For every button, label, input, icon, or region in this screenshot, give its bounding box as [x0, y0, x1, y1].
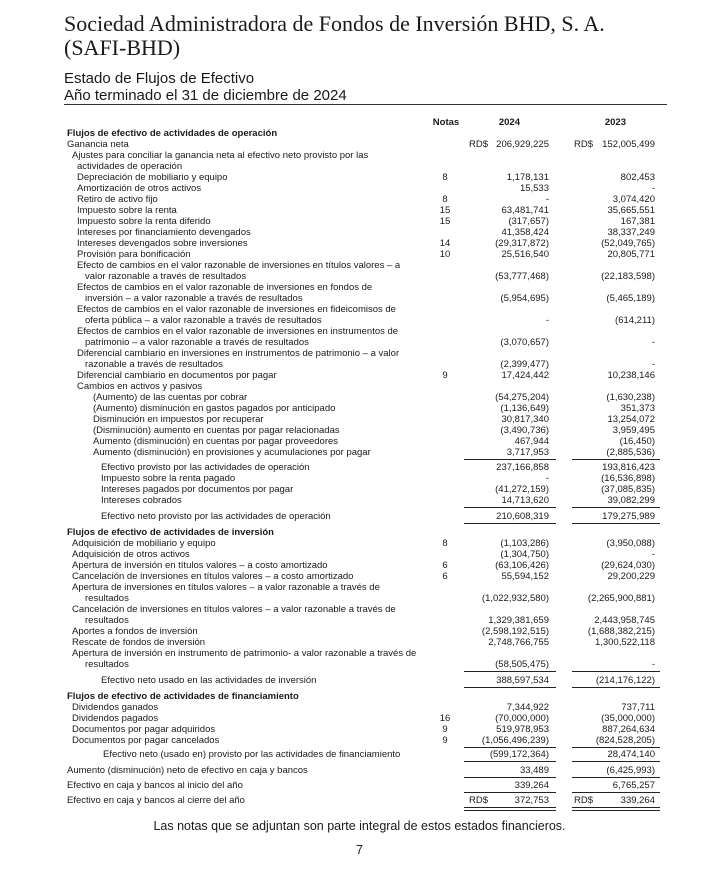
- row-label: Apertura de inversiones en títulos valores – a valor razonable a través de: [72, 582, 380, 593]
- row-label: Ajustes para conciliar la ganancia neta al efectivo neto provisto por las: [72, 150, 369, 161]
- statement-row: [0, 648, 719, 659]
- row-label: Efectivo en caja y bancos al inicio del año: [67, 780, 243, 791]
- statement-row: [0, 139, 719, 150]
- row-note-ref: 16: [439, 713, 451, 724]
- company-name-line: Sociedad Administradora de Fondos de Inversión BHD, S. A.: [64, 11, 605, 36]
- statement-row: [0, 260, 719, 271]
- subtotal-underline-2023: [572, 747, 660, 748]
- row-label: Efectos de cambios en el valor razonable de inversiones en fondos de: [77, 282, 373, 293]
- value-2024: 25,516,540: [501, 249, 549, 260]
- statement-row: [0, 150, 719, 161]
- subtotal-underline-2023: [572, 671, 660, 672]
- statement-row: [0, 462, 719, 473]
- row-label: resultados: [85, 593, 129, 604]
- statement-row: [0, 604, 719, 615]
- row-label: oferta pública – a valor razonable a través de resultados: [85, 315, 322, 326]
- row-label: Intereses cobrados: [101, 495, 182, 506]
- subtotal-underline-2024: [464, 777, 556, 778]
- header-rule: [64, 104, 667, 105]
- statement-row: [0, 749, 719, 760]
- value-2024: 372,753: [514, 795, 549, 806]
- total-double-underline-2023: [572, 807, 660, 811]
- subtotal-underline-2023: [572, 761, 660, 762]
- value-2023: (1,688,382,215): [587, 626, 655, 637]
- value-2024: 237,166,858: [496, 462, 549, 473]
- statement-row: [0, 370, 719, 381]
- row-label: Adquisición de mobiliario y equipo: [72, 538, 216, 549]
- value-2024: (3,490,736): [500, 425, 549, 436]
- row-label: Flujos de efectivo de actividades de inversión: [67, 527, 274, 538]
- statement-row: [0, 549, 719, 560]
- value-2023: (37,085,835): [601, 484, 655, 495]
- notas-header: Notas: [432, 117, 460, 128]
- section-heading: [0, 128, 719, 139]
- value-2023: (16,536,898): [601, 473, 655, 484]
- row-note-ref: 9: [442, 370, 448, 381]
- statement-row: [0, 724, 719, 735]
- year-2023-header: 2023: [604, 117, 626, 128]
- statement-row: [0, 326, 719, 337]
- row-note-ref: 15: [439, 205, 451, 216]
- row-label: Impuesto sobre la renta pagado: [101, 473, 236, 484]
- value-2023: -: [651, 337, 655, 348]
- value-2023: 3,959,495: [612, 425, 655, 436]
- row-note-ref: 15: [439, 216, 451, 227]
- row-label: actividades de operación: [77, 161, 183, 172]
- row-label: Cancelación de inversiones en títulos valores – a valor razonable a través de: [72, 604, 396, 615]
- value-2023: -: [651, 549, 655, 560]
- value-2024: (1,136,649): [500, 403, 549, 414]
- row-label: resultados: [85, 615, 129, 626]
- value-2023: (2,885,536): [606, 447, 655, 458]
- subtotal-underline-2024: [464, 761, 556, 762]
- value-2024: (58,505,475): [495, 659, 549, 670]
- value-2023: 737,711: [621, 702, 655, 713]
- subtotal-underline-2024: [464, 523, 556, 524]
- row-label: Depreciación de mobiliario y equipo: [77, 172, 228, 183]
- value-2023: (16,450): [619, 436, 655, 447]
- row-label: (Aumento) disminución en gastos pagados por anticipado: [93, 403, 336, 414]
- statement-row: [0, 348, 719, 359]
- value-2024: 519,978,953: [496, 724, 549, 735]
- value-2023: 20,805,771: [607, 249, 655, 260]
- row-label: Adquisición de otros activos: [72, 549, 190, 560]
- subtotal-underline-2024: [464, 671, 556, 672]
- row-label: Efectos de cambios en el valor razonable de inversiones en fideicomisos de: [77, 304, 396, 315]
- value-2023: 152,005,499: [602, 139, 655, 150]
- value-2024: (317,657): [508, 216, 549, 227]
- row-label: Diferencial cambiario en inversiones en instrumentos de patrimonio – a valor: [77, 348, 400, 359]
- value-2023: (2,265,900,881): [587, 593, 655, 604]
- row-note-ref: 6: [442, 560, 448, 571]
- value-2024: (29,317,872): [495, 238, 549, 249]
- value-2023: -: [651, 183, 655, 194]
- statement-row: [0, 205, 719, 216]
- value-2024: -: [545, 473, 549, 484]
- value-2024: 63,481,741: [501, 205, 549, 216]
- value-2023: (22,183,598): [601, 271, 655, 282]
- row-label: Intereses pagados por documentos por pagar: [101, 484, 294, 495]
- statement-row: [0, 304, 719, 315]
- value-2023: 13,254,072: [607, 414, 655, 425]
- value-2023: 35,665,551: [607, 205, 655, 216]
- value-2023: 38,337,249: [607, 227, 655, 238]
- row-label: patrimonio – a valor razonable a través de resultados: [85, 337, 309, 348]
- section-heading: [0, 527, 719, 538]
- statement-row: [0, 249, 719, 260]
- subtotal-underline-2024: [464, 792, 556, 793]
- row-note-ref: 6: [442, 571, 448, 582]
- value-2024: 3,717,953: [506, 447, 549, 458]
- value-2023: 887,264,634: [602, 724, 655, 735]
- row-label: Efectos de cambios en el valor razonable de inversiones en instrumentos de: [77, 326, 399, 337]
- value-2024: (599,172,364): [489, 749, 549, 760]
- value-2024: (5,954,695): [500, 293, 549, 304]
- subtotal-underline-2023: [572, 777, 660, 778]
- statement-row: [0, 315, 719, 326]
- subtotal-underline-2023: [572, 687, 660, 688]
- value-2023: -: [651, 359, 655, 370]
- row-label: Intereses por financiamiento devengados: [77, 227, 251, 238]
- row-label: Aumento (disminución) en cuentas por pagar proveedores: [93, 436, 339, 447]
- value-2023: (614,211): [615, 315, 655, 326]
- statement-row: [0, 780, 719, 791]
- statement-row: [0, 659, 719, 670]
- statement-row: [0, 615, 719, 626]
- value-2024: 55,594,152: [501, 571, 549, 582]
- statement-row: [0, 271, 719, 282]
- row-label: Disminución en impuestos por recuperar: [93, 414, 264, 425]
- row-label: valor razonable a través de resultados: [85, 271, 247, 282]
- statement-row: [0, 495, 719, 506]
- value-2023: 351,373: [620, 403, 655, 414]
- statement-row: [0, 560, 719, 571]
- value-2024: (41,272,159): [495, 484, 549, 495]
- currency-2024: RD$: [469, 795, 489, 806]
- row-label: Flujos de efectivo de actividades de operación: [67, 128, 278, 139]
- row-label: Aumento (disminución) neto de efectivo en caja y bancos: [67, 765, 308, 776]
- row-label: Efectivo neto provisto por las actividades de operación: [101, 511, 331, 522]
- value-2024: 339,264: [514, 780, 549, 791]
- statement-row: [0, 194, 719, 205]
- row-label: Amortización de otros activos: [77, 183, 202, 194]
- statement-row: [0, 538, 719, 549]
- value-2024: 467,944: [514, 436, 549, 447]
- statement-row: [0, 381, 719, 392]
- value-2024: (54,275,204): [495, 392, 549, 403]
- value-2023: -: [651, 659, 655, 670]
- value-2023: (52,049,765): [601, 238, 655, 249]
- row-label: Documentos por pagar cancelados: [72, 735, 220, 746]
- value-2024: 15,533: [519, 183, 549, 194]
- value-2023: (1,630,238): [606, 392, 655, 403]
- row-note-ref: 14: [439, 238, 451, 249]
- value-2024: 7,344,922: [506, 702, 549, 713]
- value-2023: (5,465,189): [606, 293, 655, 304]
- statement-title: Estado de Flujos de Efectivo: [64, 70, 255, 87]
- value-2023: 193,816,423: [602, 462, 655, 473]
- value-2023: (214,176,122): [595, 675, 655, 686]
- subtotal-underline-2023: [572, 507, 660, 508]
- footer-note: Las notas que se adjuntan son parte integral de estos estados financieros.: [153, 819, 566, 833]
- statement-row: [0, 626, 719, 637]
- row-label: inversión – a valor razonable a través de resultados: [85, 293, 303, 304]
- value-2024: -: [545, 194, 549, 205]
- statement-row: [0, 511, 719, 522]
- row-label: Ganancia neta: [67, 139, 129, 150]
- statement-row: [0, 414, 719, 425]
- row-label: Rescate de fondos de inversión: [72, 637, 206, 648]
- row-note-ref: 9: [442, 724, 448, 735]
- statement-row: [0, 713, 719, 724]
- value-2023: (824,528,205): [595, 735, 655, 746]
- value-2023: 28,474,140: [607, 749, 655, 760]
- statement-row: [0, 702, 719, 713]
- currency-2023: RD$: [574, 795, 594, 806]
- row-note-ref: 9: [442, 735, 448, 746]
- row-note-ref: 8: [442, 194, 448, 205]
- value-2023: (3,950,088): [606, 538, 655, 549]
- value-2024: 210,608,319: [496, 511, 549, 522]
- statement-row: [0, 447, 719, 458]
- row-label: (Disminución) aumento en cuentas por pagar relacionadas: [93, 425, 340, 436]
- statement-row: [0, 238, 719, 249]
- value-2023: (6,425,993): [606, 765, 655, 776]
- total-double-underline-2024: [464, 807, 556, 811]
- value-2023: 29,200,229: [607, 571, 655, 582]
- value-2024: -: [545, 315, 549, 326]
- row-label: Efectivo neto usado en las actividades de inversión: [101, 675, 317, 686]
- subtotal-underline-2024: [464, 687, 556, 688]
- statement-row: [0, 675, 719, 686]
- row-label: Documentos por pagar adquiridos: [72, 724, 216, 735]
- statement-period: Año terminado el 31 de diciembre de 2024: [64, 87, 347, 104]
- row-label: Efectivo neto (usado en) provisto por las actividades de financiamiento: [103, 749, 401, 760]
- value-2024: 1,178,131: [506, 172, 549, 183]
- statement-row: [0, 392, 719, 403]
- value-2023: 2,443,958,745: [594, 615, 655, 626]
- subtotal-underline-2023: [572, 523, 660, 524]
- value-2024: 388,597,534: [496, 675, 549, 686]
- statement-row: [0, 795, 719, 806]
- row-label: resultados: [85, 659, 129, 670]
- value-2024: (1,103,286): [500, 538, 549, 549]
- section-heading: [0, 691, 719, 702]
- value-2023: 39,082,299: [607, 495, 655, 506]
- statement-row: [0, 337, 719, 348]
- value-2023: 802,453: [620, 172, 655, 183]
- row-label: Aumento (disminución) en provisiones y acumulaciones por pagar: [93, 447, 371, 458]
- value-2024: (1,056,496,239): [481, 735, 549, 746]
- row-label: Efectivo provisto por las actividades de operación: [101, 462, 310, 473]
- row-label: Efecto de cambios en el valor razonable de inversiones en títulos valores – a: [77, 260, 401, 271]
- value-2024: 17,424,442: [501, 370, 549, 381]
- subtotal-underline-2023: [572, 459, 660, 460]
- row-label: razonable a través de resultados: [85, 359, 223, 370]
- row-label: Apertura de inversión en títulos valores – a costo amortizado: [72, 560, 328, 571]
- row-label: Provisión para bonificación: [77, 249, 191, 260]
- value-2024: 206,929,225: [496, 139, 549, 150]
- statement-row: [0, 473, 719, 484]
- value-2024: (3,070,657): [500, 337, 549, 348]
- subtotal-underline-2024: [464, 507, 556, 508]
- value-2024: 30,817,340: [501, 414, 549, 425]
- value-2024: (63,106,426): [495, 560, 549, 571]
- row-label: Apertura de inversión en instrumento de patrimonio- a valor razonable a través de: [72, 648, 417, 659]
- row-label: Flujos de efectivo de actividades de financiamiento: [67, 691, 299, 702]
- statement-row: [0, 216, 719, 227]
- company-name: [64, 12, 605, 60]
- value-2024: (2,598,192,515): [481, 626, 549, 637]
- row-label: Efectivo en caja y bancos al cierre del año: [67, 795, 245, 806]
- row-label: Cambios en activos y pasivos: [77, 381, 203, 392]
- statement-row: [0, 293, 719, 304]
- page-number: 7: [356, 843, 363, 857]
- value-2023: 3,074,420: [612, 194, 655, 205]
- statement-row: [0, 637, 719, 648]
- statement-row: [0, 183, 719, 194]
- statement-row: [0, 735, 719, 746]
- value-2024: (1,022,932,580): [481, 593, 549, 604]
- statement-row: [0, 582, 719, 593]
- value-2024: 2,748,766,755: [488, 637, 549, 648]
- statement-row: [0, 765, 719, 776]
- year-2024-header: 2024: [498, 117, 520, 128]
- statement-row: [0, 359, 719, 370]
- row-label: Diferencial cambiario en documentos por pagar: [77, 370, 277, 381]
- statement-row: [0, 161, 719, 172]
- statement-row: [0, 172, 719, 183]
- value-2023: 179,275,989: [602, 511, 655, 522]
- row-label: (Aumento) de las cuentas por cobrar: [93, 392, 248, 403]
- subtotal-underline-2024: [464, 459, 556, 460]
- value-2023: 6,765,257: [612, 780, 655, 791]
- row-label: Intereses devengados sobre inversiones: [77, 238, 248, 249]
- row-label: Cancelación de inversiones en títulos valores – a costo amortizado: [72, 571, 354, 582]
- value-2023: 1,300,522,118: [594, 637, 655, 648]
- statement-row: [0, 282, 719, 293]
- value-2024: 1,329,381,659: [488, 615, 549, 626]
- statement-row: [0, 425, 719, 436]
- subtotal-underline-2024: [464, 747, 556, 748]
- value-2024: 41,358,424: [501, 227, 549, 238]
- value-2024: (2,399,477): [500, 359, 549, 370]
- subtotal-underline-2023: [572, 792, 660, 793]
- row-label: Impuesto sobre la renta diferido: [77, 216, 211, 227]
- value-2024: (70,000,000): [495, 713, 549, 724]
- value-2024: 33,489: [519, 765, 549, 776]
- row-label: Aportes a fondos de inversión: [72, 626, 198, 637]
- value-2023: (35,000,000): [601, 713, 655, 724]
- statement-row: [0, 227, 719, 238]
- company-abbr: (SAFI-BHD): [64, 35, 181, 60]
- statement-row: [0, 403, 719, 414]
- value-2023: 10,238,146: [607, 370, 655, 381]
- row-label: Retiro de activo fijo: [77, 194, 158, 205]
- currency-2023: RD$: [574, 139, 594, 150]
- value-2023: 339,264: [620, 795, 655, 806]
- column-header-row: [0, 117, 719, 128]
- statement-row: [0, 571, 719, 582]
- value-2024: 14,713,620: [501, 495, 549, 506]
- statement-row: [0, 484, 719, 495]
- value-2024: (53,777,468): [495, 271, 549, 282]
- row-label: Dividendos pagados: [72, 713, 159, 724]
- statement-row: [0, 593, 719, 604]
- value-2024: (1,304,750): [500, 549, 549, 560]
- row-note-ref: 8: [442, 172, 448, 183]
- row-note-ref: 8: [442, 538, 448, 549]
- statement-row: [0, 436, 719, 447]
- value-2023: (29,624,030): [601, 560, 655, 571]
- value-2023: 167,381: [620, 216, 655, 227]
- row-label: Dividendos ganados: [72, 702, 159, 713]
- currency-2024: RD$: [469, 139, 489, 150]
- row-note-ref: 10: [439, 249, 451, 260]
- row-label: Impuesto sobre la renta: [77, 205, 177, 216]
